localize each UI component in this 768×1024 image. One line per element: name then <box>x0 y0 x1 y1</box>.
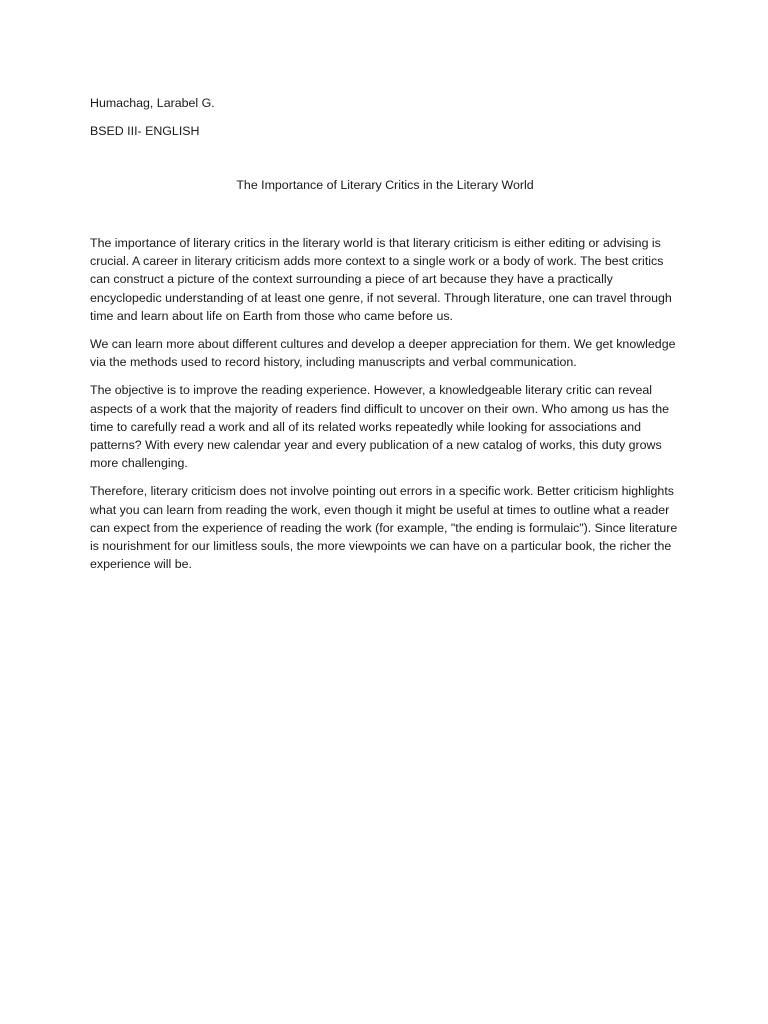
essay-title: The Importance of Literary Critics in the Literary World <box>236 178 534 192</box>
author-name: Humachag, Larabel G. <box>90 96 215 110</box>
paragraph-1: The importance of literary critics in the literary world is that literary criticism is either editing or advising is crucial. A career in literary criticism adds more context to a single work or a body of work. The best critics can construct a picture of the context surrounding a piece of art because they have a practically encyclopedic understanding of at least one genre, if not several. Through literature, one can travel through time and learn about life on Earth from those who came before us. <box>90 236 672 323</box>
paragraph-4: Therefore, literary criticism does not involve pointing out errors in a specific work. Better criticism highlights what you can learn from reading the work, even though it might be useful at times to outline what a reader can expect from the experience of reading the work (for example, "the ending is formulaic"). Since literature is nourishment for our limitless souls, the more viewpoints we can have on a particular book, the richer the experience will be. <box>90 484 678 572</box>
paragraph-3: The objective is to improve the reading experience. However, a knowledgeable literary critic can reveal aspects of a work that the majority of readers find difficult to uncover on their own. Who among us has the time to carefully read a work and all of its related works repeatedly while looking for associations and patterns? With every new calendar year and every publication of a new catalog of works, this duty grows more challenging. <box>90 383 669 471</box>
paragraph-2: We can learn more about different cultures and develop a deeper appreciation for them. We get knowledge via the methods used to record history, including manuscripts and verbal communication. <box>90 337 676 370</box>
course-label: BSED III- ENGLISH <box>90 124 200 138</box>
document-body <box>90 94 680 583</box>
